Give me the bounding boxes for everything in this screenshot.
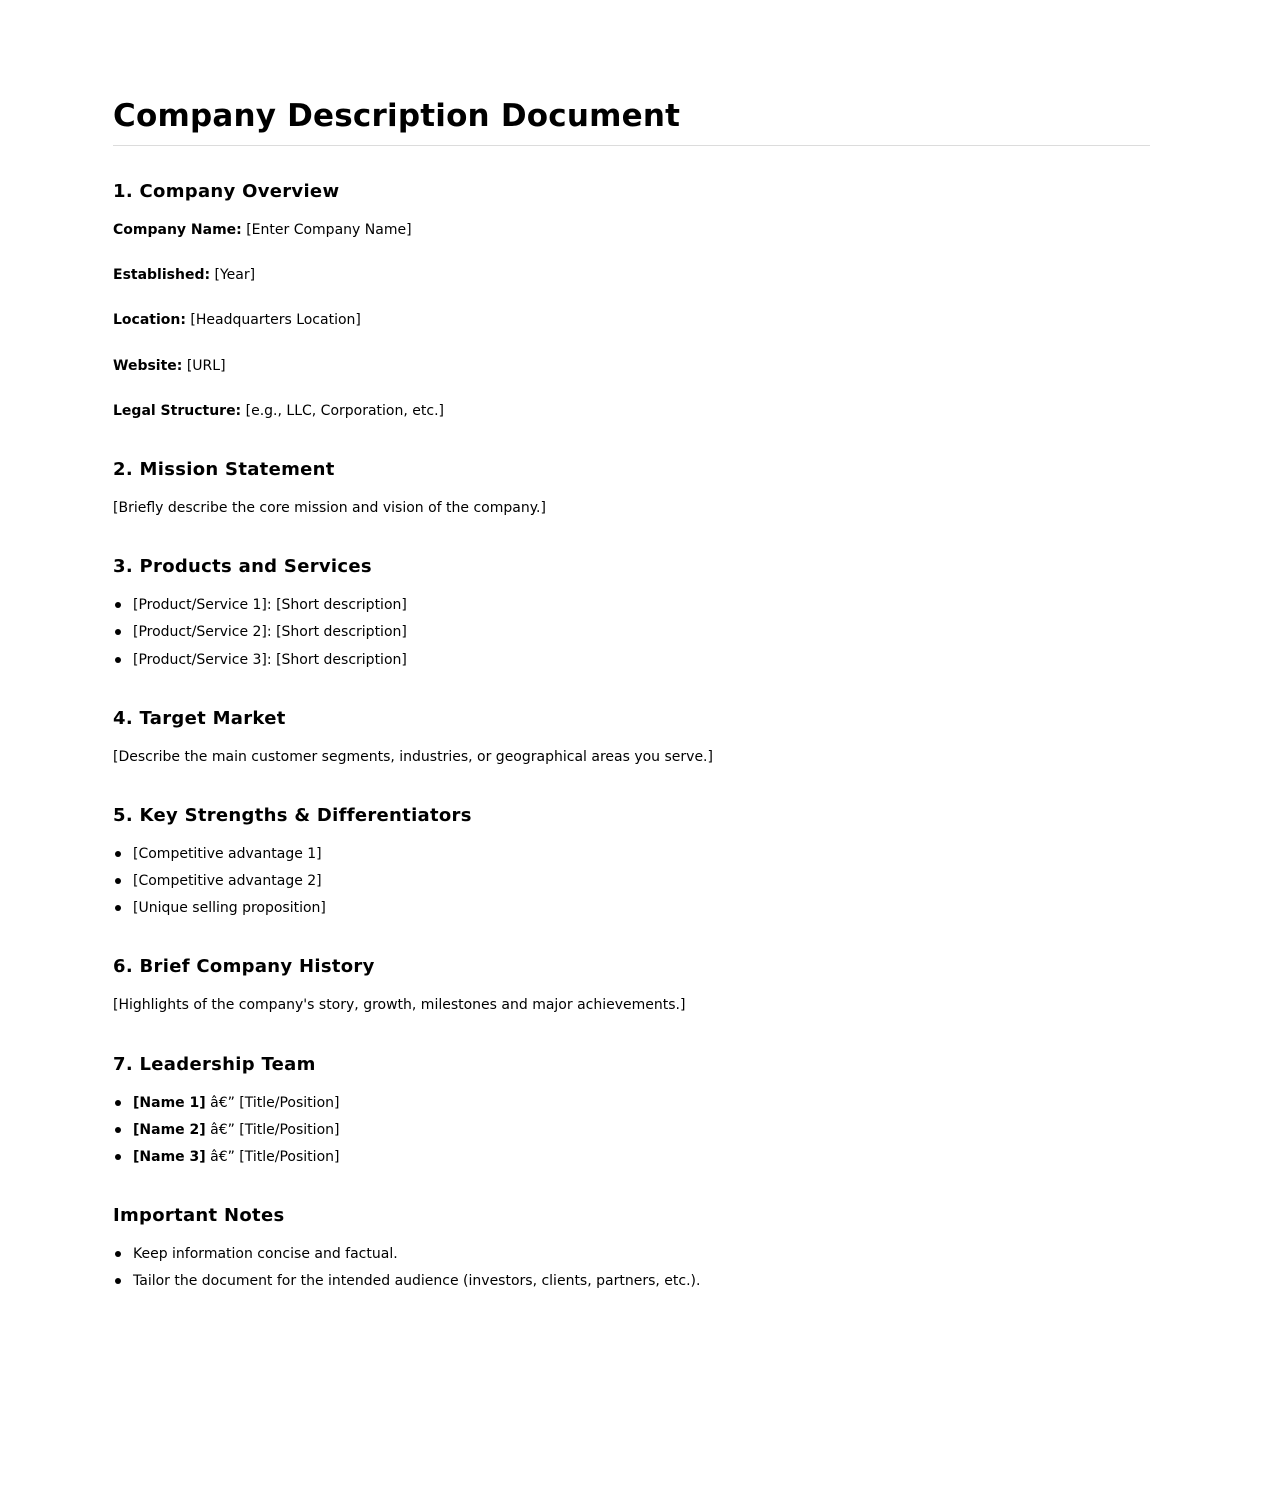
- section-heading-target-market: 4. Target Market: [113, 708, 286, 729]
- list-item-text: Tailor the document for the intended audience (investors, clients, partners, etc.).: [133, 1273, 701, 1289]
- list-item-text: Keep information concise and factual.: [133, 1246, 398, 1262]
- field-value: [URL]: [186, 358, 226, 374]
- bullet-icon: [115, 851, 121, 857]
- page-title: Company Description Document: [113, 98, 681, 134]
- mission-text: [Briefly describe the core mission and vision of the company.]: [113, 500, 546, 516]
- bullet-icon: [115, 1154, 121, 1160]
- bullet-icon: [115, 1127, 121, 1133]
- list-item-text: [Competitive advantage 2]: [133, 873, 322, 889]
- field-legal-structure: [113, 401, 444, 421]
- title-divider: [113, 145, 1150, 146]
- field-location: [113, 310, 361, 330]
- section-heading-company-overview: 1. Company Overview: [113, 181, 340, 202]
- section-heading-company-history: 6. Brief Company History: [113, 956, 375, 977]
- section-heading-leadership-team: 7. Leadership Team: [113, 1054, 316, 1075]
- field-label: Website:: [113, 358, 183, 374]
- leader-entry: [133, 1147, 339, 1167]
- section-heading-key-strengths: 5. Key Strengths & Differentiators: [113, 805, 472, 826]
- field-company-name: [113, 220, 412, 240]
- list-item-text: [Product/Service 3]: [Short description]: [133, 652, 407, 668]
- list-item-text: [Competitive advantage 1]: [133, 846, 322, 862]
- leader-name: [Name 3]: [133, 1149, 206, 1165]
- bullet-icon: [115, 905, 121, 911]
- list-item-text: [Product/Service 2]: [Short description]: [133, 624, 407, 640]
- bullet-icon: [115, 878, 121, 884]
- leader-name: [Name 1]: [133, 1095, 206, 1111]
- list-item-text: [Product/Service 1]: [Short description]: [133, 597, 407, 613]
- target-market-text: [Describe the main customer segments, industries, or geographical areas you serve.]: [113, 749, 713, 765]
- leader-entry: [133, 1120, 339, 1140]
- field-label: Legal Structure:: [113, 403, 242, 419]
- section-heading-important-notes: Important Notes: [113, 1205, 285, 1226]
- section-heading-mission-statement: 2. Mission Statement: [113, 459, 335, 480]
- leader-role: â€” [Title/Position]: [205, 1149, 340, 1165]
- leader-name: [Name 2]: [133, 1122, 206, 1138]
- section-heading-products-services: 3. Products and Services: [113, 556, 372, 577]
- field-value: [Year]: [214, 267, 256, 283]
- field-label: Company Name:: [113, 222, 242, 238]
- field-label: Location:: [113, 312, 186, 328]
- bullet-icon: [115, 602, 121, 608]
- leader-entry: [133, 1093, 339, 1113]
- bullet-icon: [115, 1251, 121, 1257]
- field-established: [113, 265, 255, 285]
- field-label: Established:: [113, 267, 211, 283]
- bullet-icon: [115, 1278, 121, 1284]
- bullet-icon: [115, 1100, 121, 1106]
- bullet-icon: [115, 629, 121, 635]
- leader-role: â€” [Title/Position]: [205, 1095, 340, 1111]
- field-value: [Headquarters Location]: [190, 312, 361, 328]
- list-item-text: [Unique selling proposition]: [133, 900, 326, 916]
- bullet-icon: [115, 657, 121, 663]
- company-history-text: [Highlights of the company's story, growth, milestones and major achievements.]: [113, 997, 686, 1013]
- field-value: [Enter Company Name]: [246, 222, 412, 238]
- leader-role: â€” [Title/Position]: [205, 1122, 340, 1138]
- field-value: [e.g., LLC, Corporation, etc.]: [245, 403, 444, 419]
- field-website: [113, 356, 226, 376]
